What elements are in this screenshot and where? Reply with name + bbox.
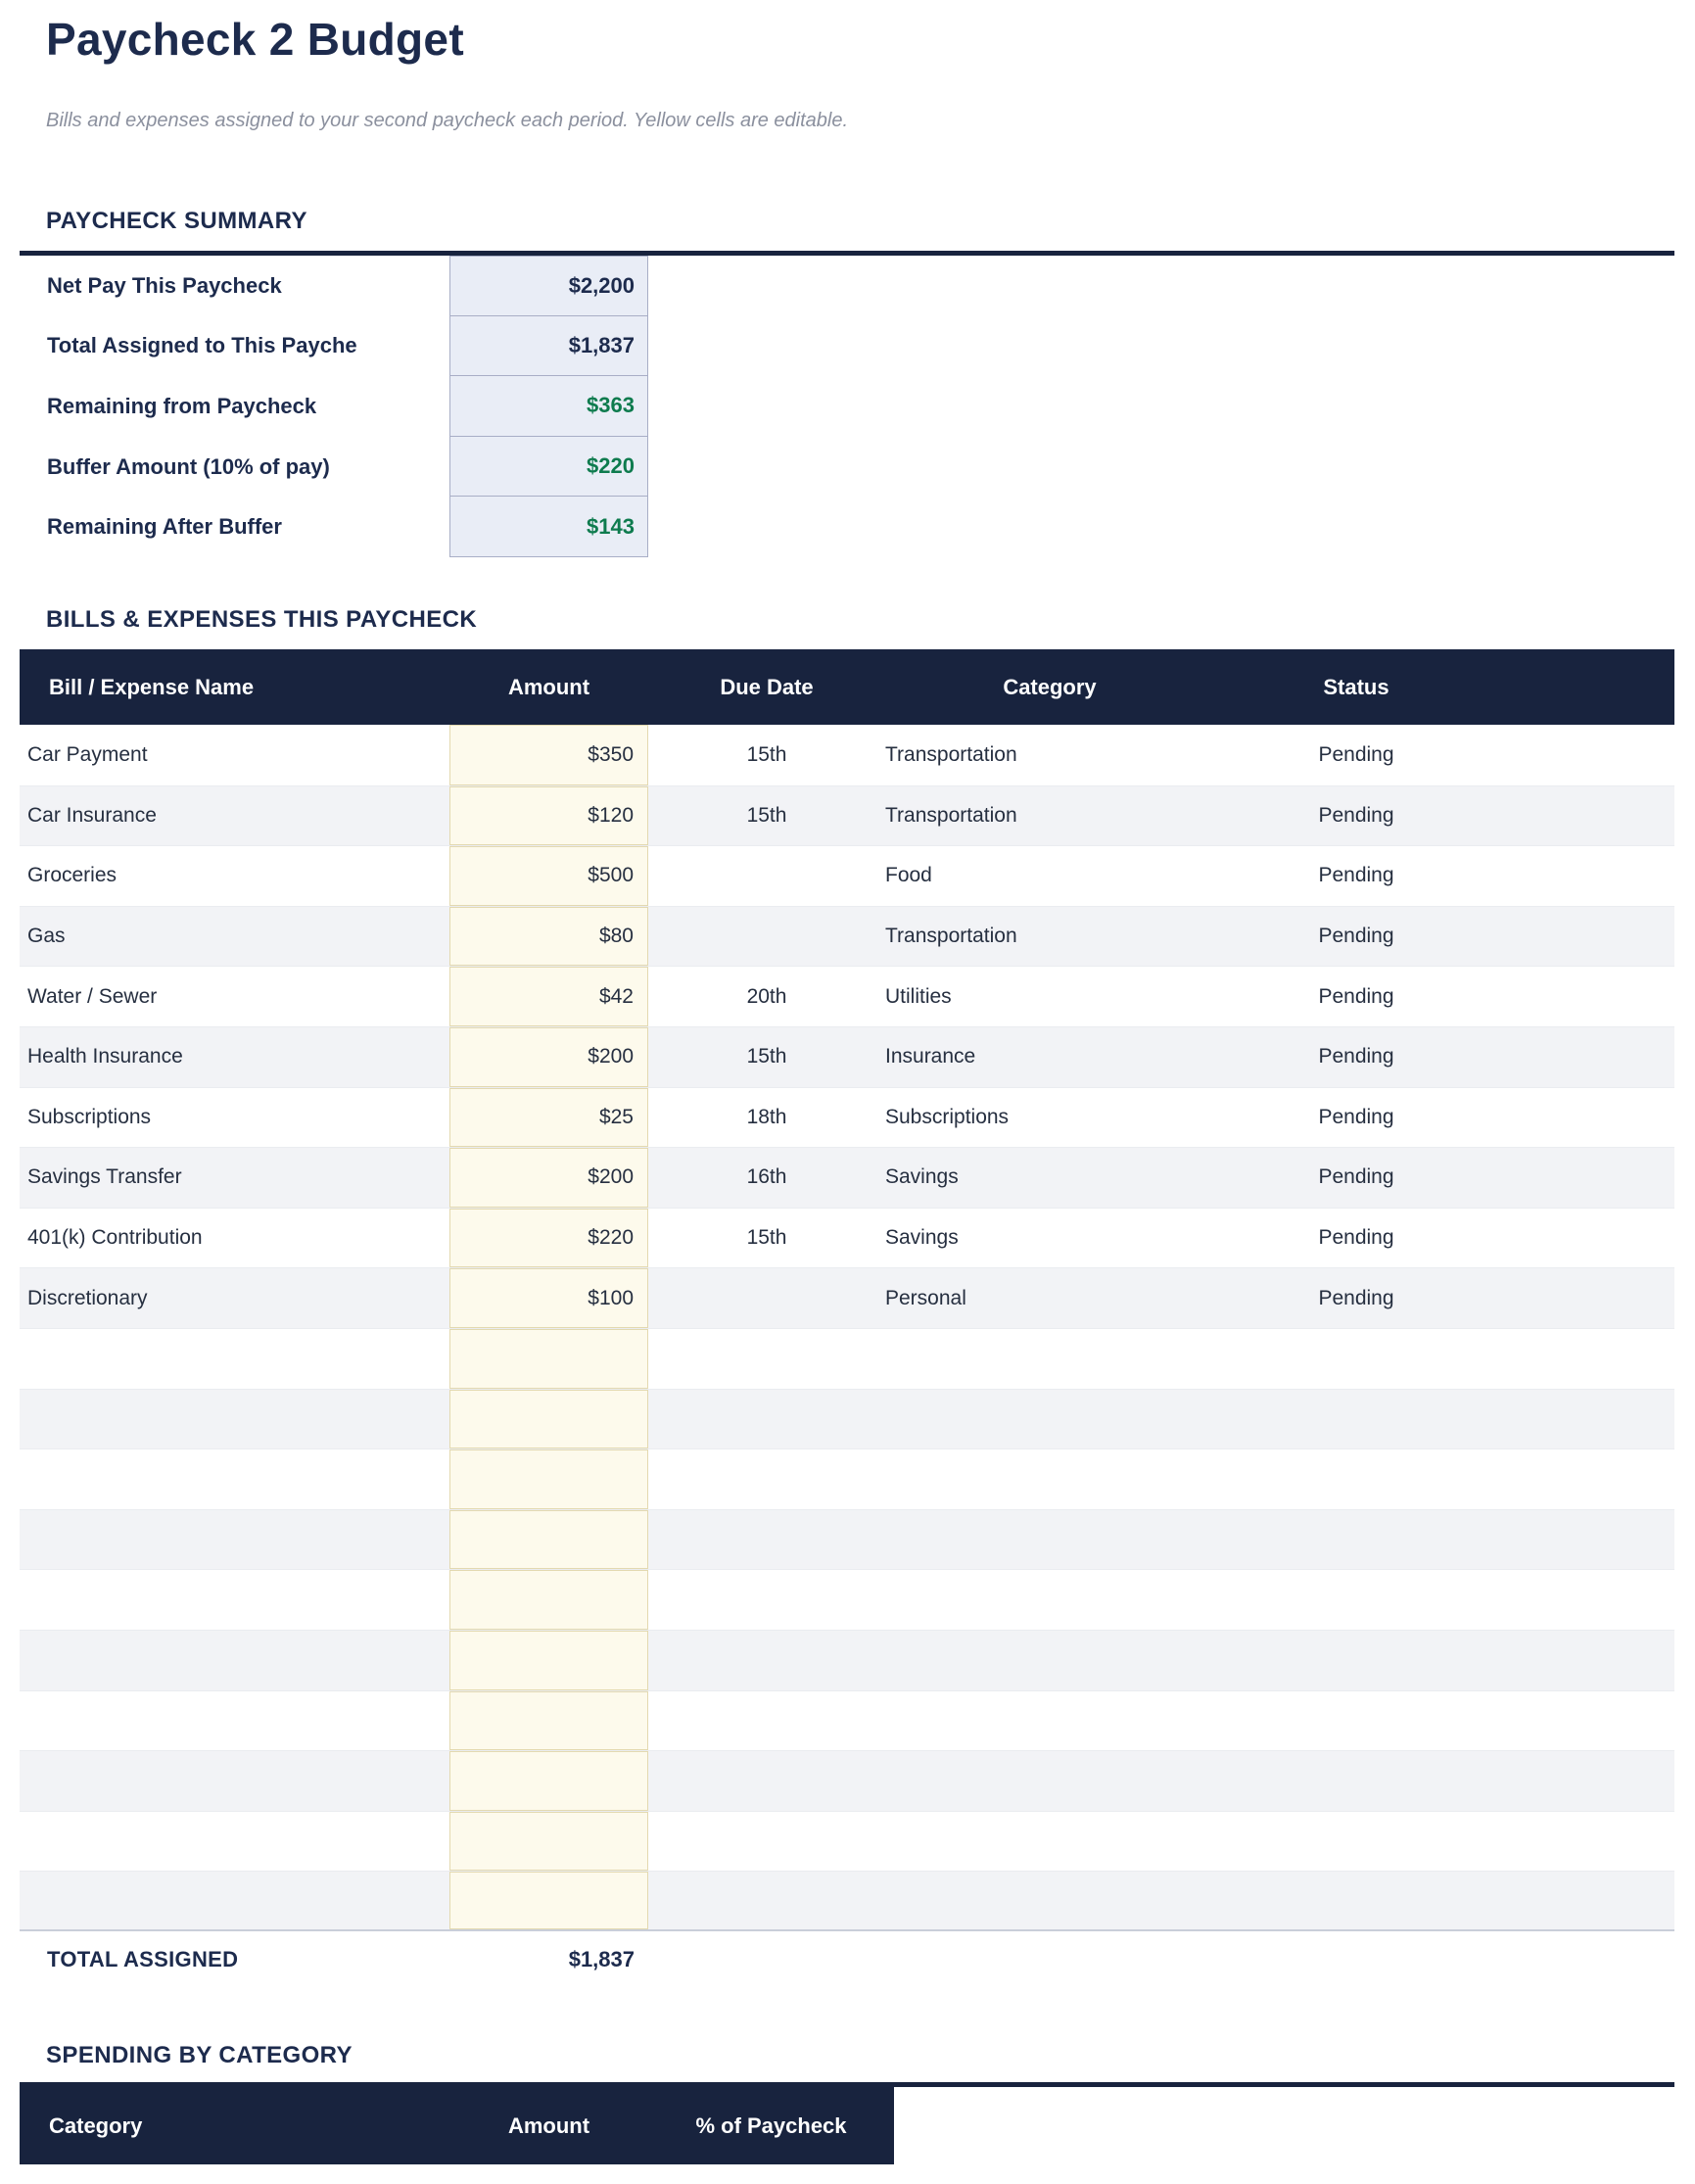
- bill-category-cell: [885, 1510, 1214, 1570]
- bill-spacer-cell: [1498, 846, 1674, 906]
- bill-category-cell: Insurance: [885, 1045, 976, 1068]
- bill-status-cell: Pending: [1318, 1165, 1394, 1189]
- bill-amount-cell[interactable]: $120: [449, 786, 648, 846]
- bill-due-date-cell: [648, 1510, 885, 1570]
- column-header-due-date: Due Date: [720, 674, 814, 699]
- bill-due-date-cell: [648, 846, 885, 906]
- bill-due-date-cell: 15th: [746, 742, 787, 766]
- bill-row: [20, 1026, 1674, 1087]
- summary-label: Remaining After Buffer: [47, 514, 282, 540]
- bills-header-row: [20, 649, 1674, 725]
- bill-due-date-cell: 20th: [746, 984, 787, 1008]
- summary-label: Net Pay This Paycheck: [47, 272, 282, 298]
- bill-amount-cell[interactable]: [449, 1631, 648, 1690]
- bill-status-cell: Pending: [1318, 984, 1394, 1008]
- bill-category-cell: Personal: [885, 1286, 966, 1309]
- bill-spacer-cell: [1498, 967, 1674, 1026]
- empty-bill-row: [20, 1630, 1674, 1690]
- bill-amount-cell[interactable]: $200: [449, 1148, 648, 1208]
- empty-bill-row: [20, 1389, 1674, 1449]
- bill-name-cell: Subscriptions: [27, 1105, 152, 1128]
- bill-spacer-cell: [1498, 1872, 1674, 1929]
- bill-amount-cell[interactable]: $350: [449, 725, 648, 785]
- empty-bill-row: [20, 1448, 1674, 1509]
- total-assigned-label: TOTAL ASSIGNED: [47, 1947, 239, 1971]
- bill-category-cell: Transportation: [885, 925, 1017, 948]
- bill-name-cell: [20, 1449, 449, 1509]
- bill-category-cell: [885, 1631, 1214, 1690]
- bill-due-date-cell: [648, 1751, 885, 1811]
- bill-category-cell: Savings: [885, 1226, 959, 1250]
- bill-row: [20, 725, 1674, 785]
- bill-due-date-cell: [648, 1872, 885, 1929]
- bill-status-cell: [1214, 1510, 1498, 1570]
- bill-status-cell: [1214, 1812, 1498, 1872]
- bill-row: [20, 906, 1674, 967]
- bill-amount-cell[interactable]: $500: [449, 846, 648, 906]
- bill-category-cell: Subscriptions: [885, 1105, 1010, 1128]
- bill-status-cell: [1214, 1872, 1498, 1929]
- bill-name-cell: [20, 1872, 449, 1929]
- page-subtitle: Bills and expenses assigned to your second paycheck each period. Yellow cells are editable.: [46, 110, 849, 131]
- summary-value-cell: $143: [449, 497, 648, 557]
- bill-due-date-cell: [648, 1631, 885, 1690]
- bill-spacer-cell: [1498, 1510, 1674, 1570]
- bills-expenses-heading: BILLS & EXPENSES THIS PAYCHECK: [46, 606, 478, 633]
- summary-label: Buffer Amount (10% of pay): [47, 453, 330, 479]
- total-assigned-row: [20, 1943, 648, 1976]
- bill-due-date-cell: [648, 1570, 885, 1630]
- bill-due-date-cell: [648, 1329, 885, 1389]
- bill-amount-cell[interactable]: [449, 1751, 648, 1811]
- bill-amount-cell[interactable]: [449, 1691, 648, 1751]
- page-title: Paycheck 2 Budget: [46, 14, 464, 65]
- bill-amount-cell[interactable]: $200: [449, 1027, 648, 1087]
- bill-due-date-cell: 15th: [746, 1045, 787, 1068]
- bill-name-cell: Savings Transfer: [27, 1165, 182, 1189]
- bill-status-cell: Pending: [1318, 1226, 1394, 1250]
- bill-spacer-cell: [1498, 786, 1674, 846]
- spending-column-amount: Amount: [507, 2113, 590, 2138]
- bill-name-cell: Water / Sewer: [27, 984, 158, 1008]
- bill-category-cell: [885, 1390, 1214, 1449]
- bill-spacer-cell: [1498, 907, 1674, 967]
- bill-spacer-cell: [1498, 1268, 1674, 1328]
- bill-row: [20, 1267, 1674, 1328]
- bill-status-cell: [1214, 1390, 1498, 1449]
- bill-status-cell: Pending: [1318, 925, 1394, 948]
- bill-name-cell: Gas: [27, 925, 66, 948]
- bill-spacer-cell: [1498, 1691, 1674, 1751]
- empty-bill-row: [20, 1811, 1674, 1872]
- summary-row: [20, 316, 648, 377]
- bill-name-cell: [20, 1631, 449, 1690]
- bill-status-cell: [1214, 1449, 1498, 1509]
- bill-category-cell: [885, 1449, 1214, 1509]
- bill-amount-cell[interactable]: $80: [449, 907, 648, 967]
- bill-due-date-cell: [648, 1691, 885, 1751]
- bill-due-date-cell: [648, 1268, 885, 1328]
- bill-name-cell: Groceries: [27, 864, 118, 887]
- bill-spacer-cell: [1498, 1570, 1674, 1630]
- bill-name-cell: Car Payment: [27, 742, 148, 766]
- paycheck-summary-table: [20, 256, 648, 557]
- bill-amount-cell[interactable]: [449, 1510, 648, 1570]
- bill-status-cell: Pending: [1318, 1286, 1394, 1309]
- bill-amount-cell[interactable]: [449, 1390, 648, 1449]
- bill-due-date-cell: [648, 1812, 885, 1872]
- spending-column-percent: % of Paycheck: [695, 2113, 847, 2138]
- bill-due-date-cell: 15th: [746, 803, 787, 827]
- bill-amount-cell[interactable]: [449, 1329, 648, 1389]
- bill-name-cell: [20, 1510, 449, 1570]
- bill-category-cell: [885, 1872, 1214, 1929]
- bill-row: [20, 1147, 1674, 1208]
- bill-name-cell: [20, 1390, 449, 1449]
- bill-status-cell: Pending: [1318, 803, 1394, 827]
- column-header-bill-name: Bill / Expense Name: [49, 674, 255, 699]
- bill-amount-cell[interactable]: [449, 1449, 648, 1509]
- bill-status-cell: Pending: [1318, 1105, 1394, 1128]
- paycheck-summary-heading: PAYCHECK SUMMARY: [46, 208, 307, 234]
- bills-rows: [20, 725, 1674, 1931]
- bill-amount-cell[interactable]: $100: [449, 1268, 648, 1328]
- bill-spacer-cell: [1498, 1027, 1674, 1087]
- bill-amount-cell[interactable]: $220: [449, 1209, 648, 1268]
- bill-category-cell: [885, 1751, 1214, 1811]
- bill-spacer-cell: [1498, 1449, 1674, 1509]
- bill-spacer-cell: [1498, 1751, 1674, 1811]
- bill-row: [20, 966, 1674, 1026]
- summary-value-cell: $363: [449, 376, 648, 437]
- bill-category-cell: Utilities: [885, 984, 952, 1008]
- bill-name-cell: [20, 1812, 449, 1872]
- bill-amount-cell[interactable]: $42: [449, 967, 648, 1026]
- summary-label: Total Assigned to This Payche: [47, 333, 357, 358]
- bill-amount-cell[interactable]: [449, 1812, 648, 1872]
- bill-category-cell: [885, 1812, 1214, 1872]
- bill-name-cell: [20, 1329, 449, 1389]
- bill-due-date-cell: 18th: [746, 1105, 787, 1128]
- spending-by-category-heading: SPENDING BY CATEGORY: [46, 2042, 353, 2068]
- summary-value-cell: $220: [449, 437, 648, 498]
- bill-status-cell: Pending: [1318, 1045, 1394, 1068]
- bill-spacer-cell: [1498, 1209, 1674, 1268]
- column-header-status: Status: [1323, 674, 1389, 699]
- bill-category-cell: [885, 1570, 1214, 1630]
- bill-status-cell: Pending: [1318, 864, 1394, 887]
- bill-category-cell: Food: [885, 864, 932, 887]
- bill-name-cell: [20, 1691, 449, 1751]
- bill-name-cell: Discretionary: [27, 1286, 148, 1309]
- bill-spacer-cell: [1498, 1148, 1674, 1208]
- bill-spacer-cell: [1498, 1812, 1674, 1872]
- bill-category-cell: [885, 1691, 1214, 1751]
- column-header-amount: Amount: [507, 674, 590, 699]
- bill-row: [20, 785, 1674, 846]
- bill-spacer-cell: [1498, 1390, 1674, 1449]
- bill-status-cell: [1214, 1751, 1498, 1811]
- bill-due-date-cell: [648, 1390, 885, 1449]
- bill-status-cell: [1214, 1329, 1498, 1389]
- column-header-category: Category: [1003, 674, 1097, 699]
- bill-name-cell: Health Insurance: [27, 1045, 183, 1068]
- bill-spacer-cell: [1498, 725, 1674, 785]
- bill-name-cell: 401(k) Contribution: [27, 1226, 203, 1250]
- spending-header-row: [20, 2087, 894, 2164]
- bill-category-cell: Transportation: [885, 803, 1017, 827]
- bill-spacer-cell: [1498, 1631, 1674, 1690]
- empty-bill-row: [20, 1750, 1674, 1811]
- summary-label: Remaining from Paycheck: [47, 393, 317, 418]
- bill-due-date-cell: [648, 907, 885, 967]
- bill-category-cell: Savings: [885, 1165, 959, 1189]
- empty-bill-row: [20, 1509, 1674, 1570]
- spending-column-category: Category: [49, 2113, 143, 2138]
- total-assigned-value: $1,837: [568, 1947, 635, 1971]
- summary-row: [20, 437, 648, 498]
- bill-amount-cell[interactable]: [449, 1872, 648, 1929]
- bill-amount-cell[interactable]: $25: [449, 1088, 648, 1148]
- summary-value-cell: $2,200: [449, 256, 648, 316]
- summary-row: [20, 497, 648, 557]
- empty-bill-row: [20, 1328, 1674, 1389]
- bill-status-cell: Pending: [1318, 742, 1394, 766]
- bill-category-cell: [885, 1329, 1214, 1389]
- empty-bill-row: [20, 1569, 1674, 1630]
- bill-row: [20, 1208, 1674, 1268]
- summary-row: [20, 256, 648, 316]
- bill-name-cell: Car Insurance: [27, 803, 157, 827]
- bill-spacer-cell: [1498, 1088, 1674, 1148]
- summary-row: [20, 376, 648, 437]
- bill-status-cell: [1214, 1631, 1498, 1690]
- bill-due-date-cell: 16th: [746, 1165, 787, 1189]
- bill-row: [20, 1087, 1674, 1148]
- bill-row: [20, 845, 1674, 906]
- empty-bill-row: [20, 1690, 1674, 1751]
- bill-status-cell: [1214, 1570, 1498, 1630]
- bills-expenses-table: [20, 649, 1674, 1931]
- bill-name-cell: [20, 1570, 449, 1630]
- bill-due-date-cell: [648, 1449, 885, 1509]
- bill-name-cell: [20, 1751, 449, 1811]
- bill-spacer-cell: [1498, 1329, 1674, 1389]
- bill-due-date-cell: 15th: [746, 1226, 787, 1250]
- bill-category-cell: Transportation: [885, 742, 1017, 766]
- summary-value-cell: $1,837: [449, 316, 648, 377]
- bill-status-cell: [1214, 1691, 1498, 1751]
- bill-amount-cell[interactable]: [449, 1570, 648, 1630]
- empty-bill-row: [20, 1871, 1674, 1931]
